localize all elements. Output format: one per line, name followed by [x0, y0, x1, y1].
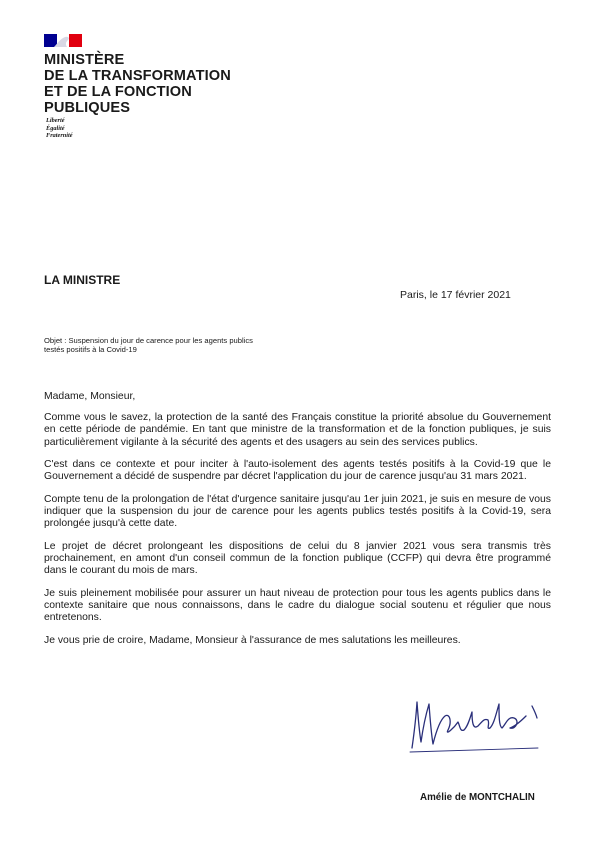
signature-underline	[410, 748, 538, 752]
signatory-name: Amélie de MONTCHALIN	[420, 792, 535, 803]
republic-motto	[46, 117, 73, 140]
body-paragraph: Comme vous le savez, la protection de la santé des Français constitue la priorité absolue du Gouvernement en cette période de pandémie. En tant que ministre de la transformation et de la fonction publiques, je suis particulièrement vigilante à la sécurité des agents et des usagers au sein des services publics.	[44, 412, 551, 448]
ministry-line: ET DE LA FONCTION	[44, 84, 192, 100]
body-paragraph: Le projet de décret prolongeant les dispositions de celui du 8 janvier 2021 vous sera transmis très prochainement, en amont d'un conseil commun de la fonction publique (CCFP) qui devra être programmé dans le courant du mois de mars.	[44, 540, 551, 577]
subject-text: testés positifs à la Covid-19	[44, 345, 137, 355]
handwritten-signature	[398, 696, 558, 756]
body-paragraph: Je suis pleinement mobilisée pour assurer un haut niveau de protection pour tous les agents publics dans le contexte sanitaire que nous connaissons, dans le cadre du dialogue social soutenu et régulier que nous entretenons.	[44, 587, 551, 624]
subject-line	[44, 336, 374, 355]
signature-mark	[532, 706, 537, 718]
body-paragraph: Compte tenu de la prolongation de l'état d'urgence sanitaire jusqu'au 1er juin 2021, je suis en mesure de vous indiquer que la suspension du jour de carence pour les agents publics testés positifs à la Covid-19, sera prolongée jusqu'à cette date.	[44, 493, 551, 530]
ministry-name	[44, 52, 231, 116]
ministry-line: DE LA TRANSFORMATION	[44, 68, 231, 84]
sender-title: LA MINISTRE	[44, 273, 121, 287]
motto-liberte: Liberté	[46, 117, 65, 124]
closing-paragraph: Je vous prie de croire, Madame, Monsieur à l'assurance de mes salutations les meilleures.	[44, 634, 461, 646]
signature-stroke	[412, 702, 526, 748]
ministry-line: MINISTÈRE	[44, 52, 125, 68]
flag-red-band	[69, 34, 82, 47]
subject-text: Objet : Suspension du jour de carence pour les agents publics	[44, 336, 253, 345]
place-date: Paris, le 17 février 2021	[400, 289, 511, 301]
salutation: Madame, Monsieur,	[44, 391, 136, 402]
motto-egalite: Égalité	[46, 124, 65, 132]
flag-blue-band	[44, 34, 57, 47]
ministry-line: PUBLIQUES	[44, 100, 131, 116]
body-paragraph: C'est dans ce contexte et pour inciter à l'auto-isolement des agents testés positifs à la Covid-19 que le Gouvernement a décidé de suspendre par décret l'application du jour de carence jusqu'au 31 mars 2021.	[44, 459, 551, 483]
marianne-flag-logo	[44, 34, 82, 47]
letter-body	[44, 412, 551, 657]
motto-fraternite: Fraternité	[46, 132, 73, 139]
